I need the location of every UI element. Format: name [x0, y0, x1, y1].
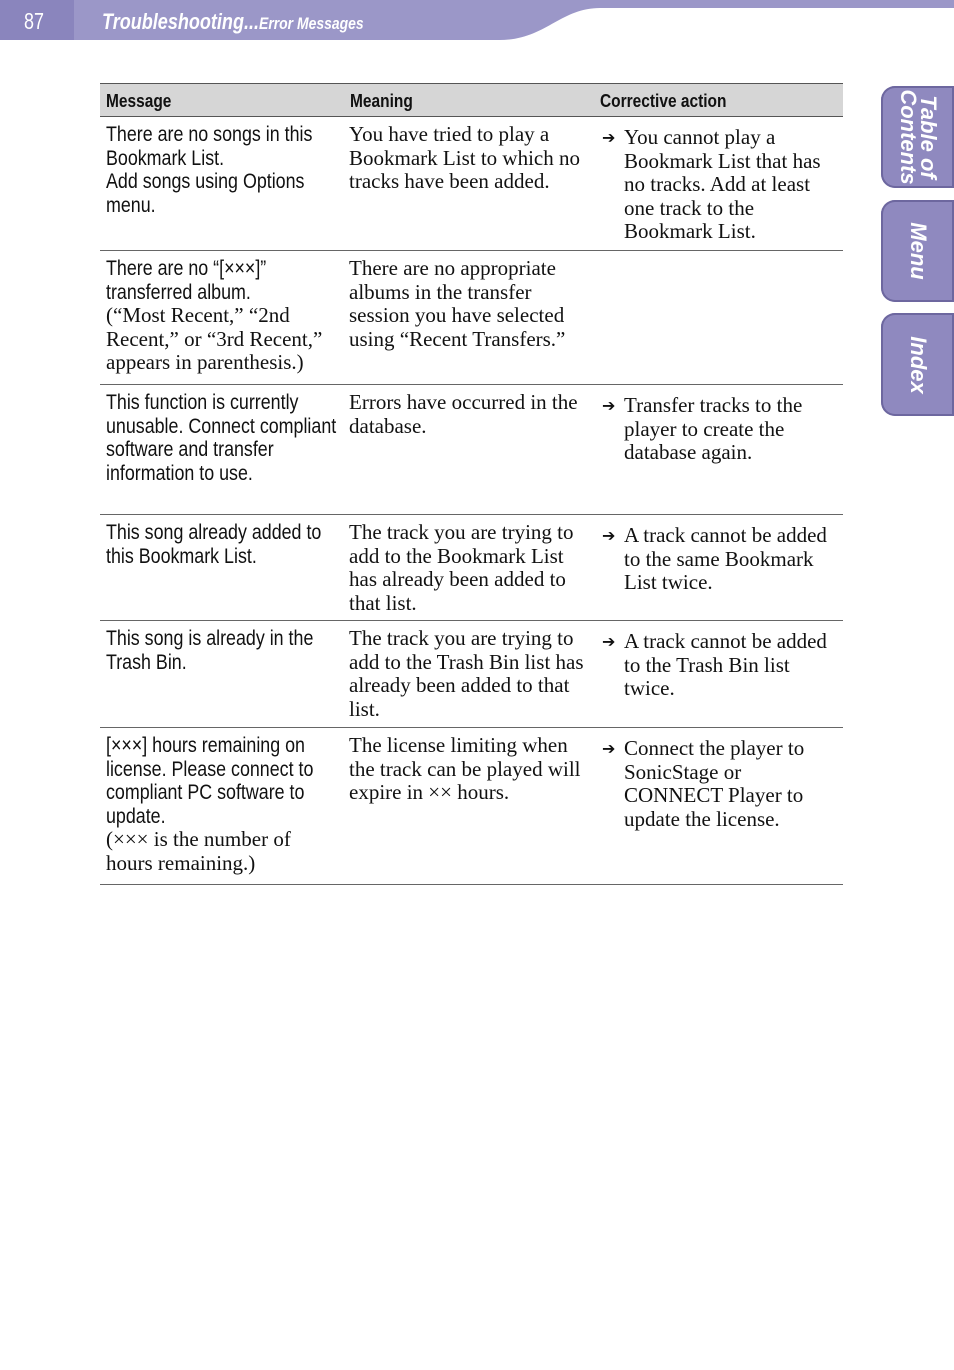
message-text: [×××] hours remaining on license. Please connect to compliant PC software to update. [106, 734, 314, 828]
meaning-cell: The track you are trying to add to the Bookmark List has already been added to that list. [344, 515, 594, 621]
table-header-row [100, 84, 843, 117]
table-row [100, 117, 843, 251]
tab-toc-line2: Contents [895, 89, 921, 185]
table-row [100, 728, 843, 885]
meaning-cell: Errors have occurred in the database. [344, 385, 594, 515]
table-row [100, 621, 843, 728]
action-cell-empty [594, 251, 843, 385]
column-header-meaning: Meaning [344, 84, 594, 117]
meaning-cell: There are no appropriate albums in the transfer session you have selected using “Recent Transfers.” [344, 251, 594, 385]
arrow-right-icon: ➔ [602, 396, 616, 415]
message-text: There are no songs in this Bookmark List. [106, 123, 313, 170]
tab-index-label: Index [905, 335, 931, 394]
tab-toc-line1: Table of [915, 95, 941, 179]
tab-menu-label: Menu [905, 222, 931, 280]
breadcrumb [102, 9, 364, 35]
message-cell [100, 728, 344, 885]
table-row [100, 251, 843, 385]
error-messages-table [100, 83, 843, 885]
table-row [100, 515, 843, 621]
breadcrumb-section[interactable]: Troubleshooting [102, 9, 244, 34]
meaning-cell: You have tried to play a Bookmark List to which no tracks have been added. [344, 117, 594, 251]
meaning-cell: The track you are trying to add to the Trash Bin list has already been added to that list. [344, 621, 594, 728]
message-text: There are no “[×××]” transferred album. [106, 257, 267, 304]
tab-table-of-contents-label [895, 89, 941, 185]
arrow-right-icon: ➔ [602, 128, 616, 147]
message-text: This song is already in the Trash Bin. [106, 627, 314, 674]
column-header-corrective-action: Corrective action [594, 84, 843, 117]
table-row [100, 385, 843, 515]
arrow-right-icon: ➔ [602, 526, 616, 545]
action-text: A track cannot be added to the Trash Bin list twice. [624, 629, 827, 700]
message-note: (××× is the number of hours remaining.) [106, 827, 291, 875]
action-cell [594, 621, 843, 728]
breadcrumb-subsection: Error Messages [259, 14, 364, 33]
action-cell [594, 117, 843, 251]
action-text: Connect the player to SonicStage or CONNECT Player to update the license. [624, 736, 805, 831]
message-cell [100, 385, 344, 515]
action-cell [594, 385, 843, 515]
message-cell [100, 515, 344, 621]
tab-table-of-contents[interactable] [881, 86, 954, 188]
action-text: Transfer tracks to the player to create the database again. [624, 393, 803, 464]
action-cell [594, 728, 843, 885]
arrow-right-icon: ➔ [602, 739, 616, 758]
action-text: A track cannot be added to the same Bookmark List twice. [624, 523, 827, 594]
message-note: (“Most Recent,” “2nd Recent,” or “3rd Recent,” appears in parenthesis.) [106, 303, 323, 374]
action-text: You cannot play a Bookmark List that has no tracks. Add at least one track to the Bookmark List. [624, 125, 821, 243]
message-text: This song already added to this Bookmark List. [106, 521, 322, 568]
message-cell [100, 621, 344, 728]
page-number: 87 [24, 8, 44, 34]
breadcrumb-separator: ... [243, 9, 260, 34]
header-banner [0, 0, 954, 40]
tab-index[interactable] [881, 313, 954, 416]
message-text-2: Add songs using Options menu. [106, 170, 305, 217]
message-cell [100, 117, 344, 251]
message-text: This function is currently unusable. Connect compliant software and transfer information to use. [106, 391, 337, 485]
tab-menu[interactable] [881, 200, 954, 302]
meaning-cell: The license limiting when the track can be played will expire in ×× hours. [344, 728, 594, 885]
action-cell [594, 515, 843, 621]
message-cell [100, 251, 344, 385]
arrow-right-icon: ➔ [602, 632, 616, 651]
column-header-message: Message [100, 84, 344, 117]
